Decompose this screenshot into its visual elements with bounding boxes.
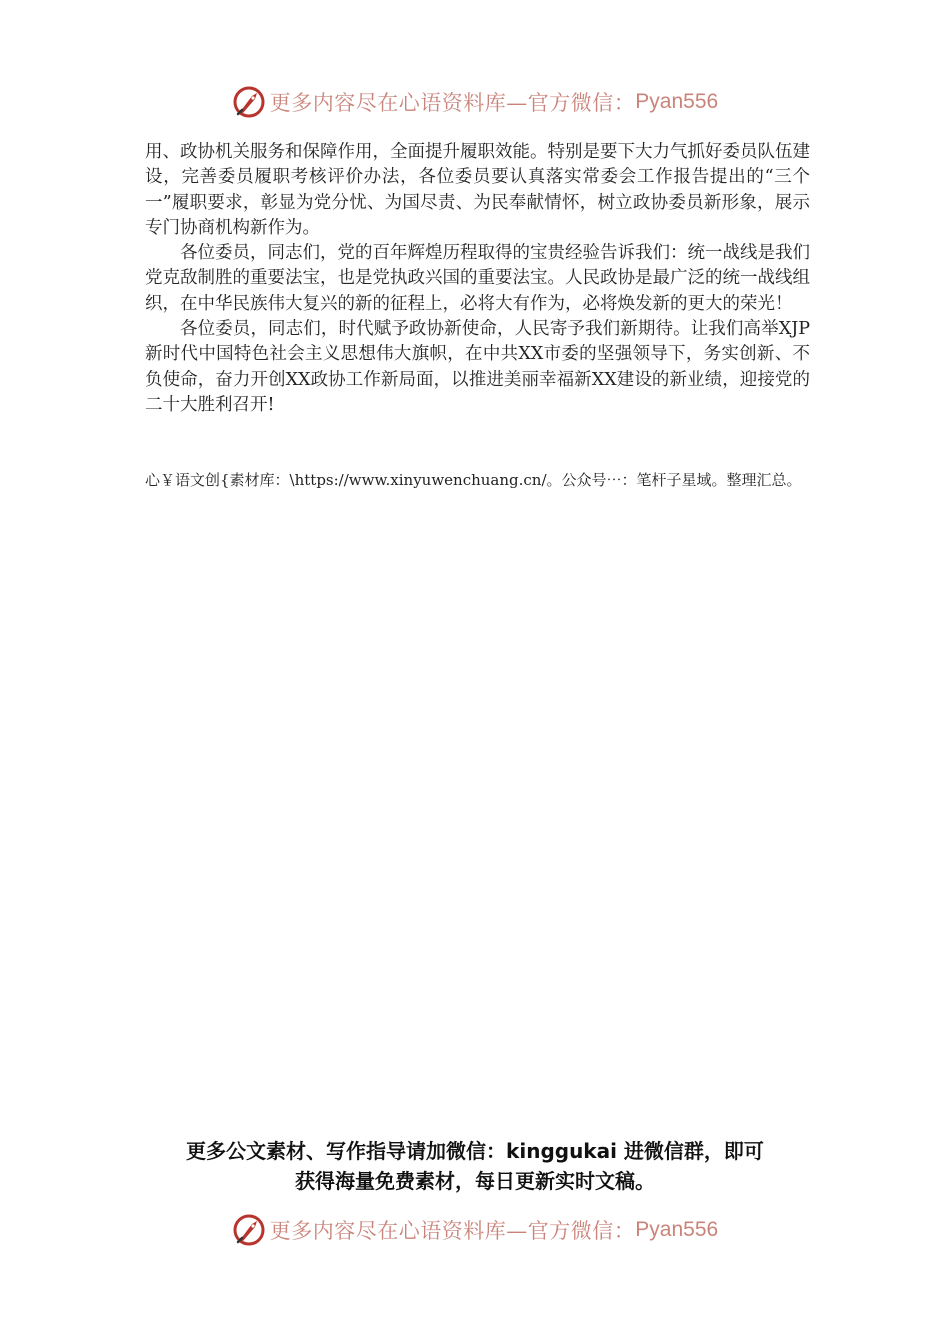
footer-watermark: [0, 1210, 950, 1250]
watermark-text: 更多内容尽在心语资料库—官方微信：: [269, 1219, 636, 1243]
watermark-text: 更多内容尽在心语资料库—官方微信：: [269, 91, 636, 115]
promo-notice: [100, 1136, 850, 1196]
paragraph-2: 各位委员，同志们，党的百年辉煌历程取得的宝贵经验告诉我们：统一战线是我们党克敌制胜的重要法宝，也是党执政兴国的重要法宝。人民政协是最广泛的统一战线组织，在中华民族伟大复兴的新的征程上，必将大有作为，必将焕发新的更大的荣光！: [145, 243, 810, 314]
paragraph-1: 用、政协机关服务和保障作用，全面提升履职效能。特别是要下大力气抓好委员队伍建设，完善委员履职考核评价办法，各位委员要认真落实常委会工作报告提出的“三个一”履职要求，彰显为党分忧、为国尽责、为民奉献情怀，树立政协委员新形象，展示专门协商机构新作为。: [145, 142, 810, 238]
document-body: [145, 140, 810, 418]
source-note: 心￥语文创{素材库：\https://www.xinyuwenchuang.cn/。公众号⋯：笔杆子星域。整理汇总。: [145, 471, 802, 489]
pen-nib-logo-icon: [232, 1213, 266, 1247]
promo-line-1: 更多公文素材、写作指导请加微信：kinggukai 进微信群，即可: [186, 1139, 764, 1163]
watermark-wechat-id: Pyan556: [635, 90, 719, 113]
promo-line-2: 获得海量免费素材，每日更新实时文稿。: [295, 1169, 655, 1193]
header-watermark: [0, 82, 950, 122]
pen-nib-logo-icon: [232, 85, 266, 119]
paragraph-3: 各位委员，同志们，时代赋予政协新使命，人民寄予我们新期待。让我们高举XJP新时代中国特色社会主义思想伟大旗帜，在中共XX市委的坚强领导下，务实创新、不负使命，奋力开创XX政协工作新局面，以推进美丽幸福新XX建设的新业绩，迎接党的二十大胜利召开!: [145, 319, 810, 415]
watermark-wechat-id: Pyan556: [635, 1218, 719, 1241]
